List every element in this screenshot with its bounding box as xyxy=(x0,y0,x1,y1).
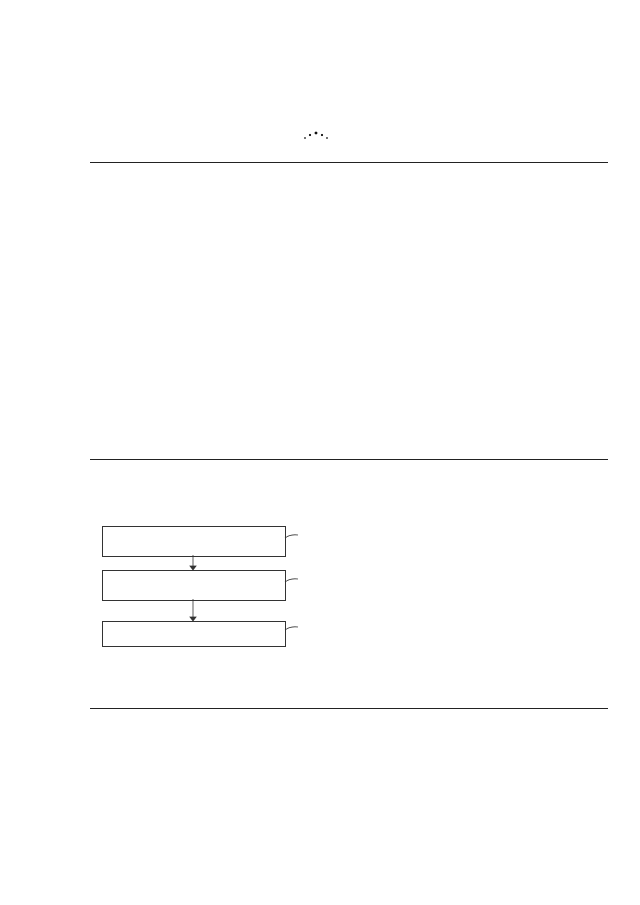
barcode-side xyxy=(56,352,72,692)
right-column xyxy=(344,166,608,456)
figure-1 xyxy=(102,522,622,657)
flow-connectors xyxy=(102,522,342,657)
field-30 xyxy=(90,278,338,303)
title-divider xyxy=(90,459,608,460)
wipo-pct-logo xyxy=(270,128,362,154)
header-divider xyxy=(90,162,608,163)
abstract-divider xyxy=(90,708,608,709)
left-column xyxy=(90,166,338,456)
barcode-top xyxy=(366,89,578,109)
field-51 xyxy=(90,166,338,191)
